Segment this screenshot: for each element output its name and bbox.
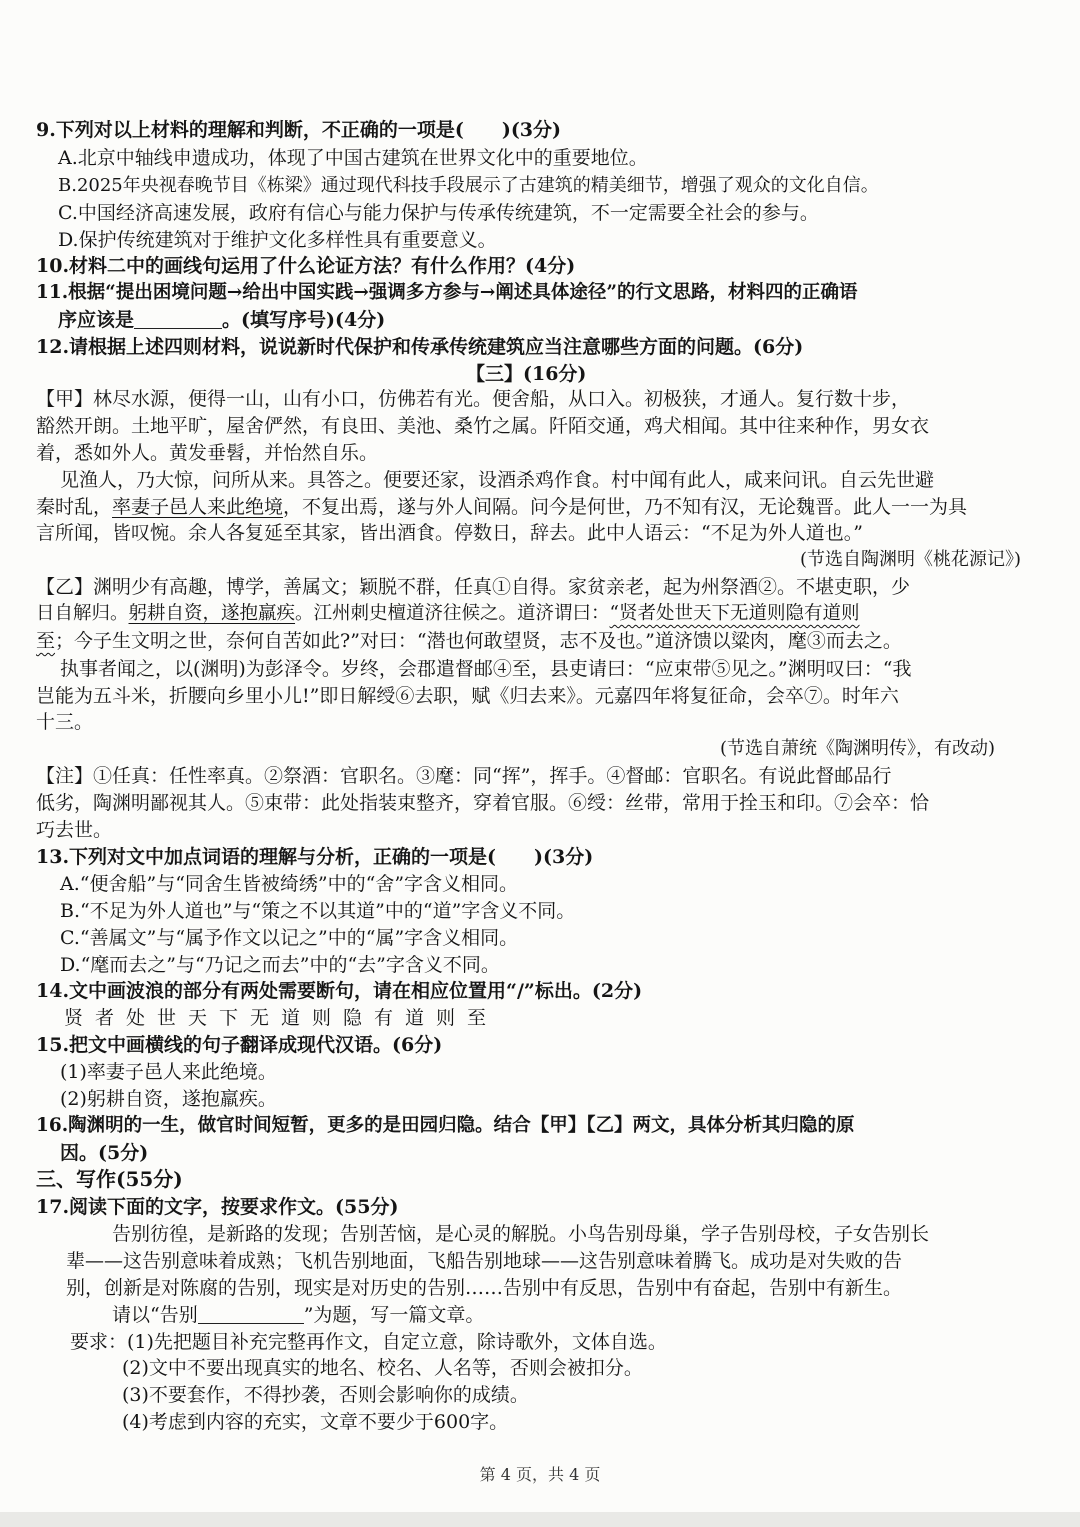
q15-sentence-1: (1)率妻子邑人来此绝境。 <box>60 1061 277 1083</box>
writing-section-title: 三、写作(55分) <box>36 1167 183 1191</box>
q12-stem: 12.请根据上述四则材料，说说新时代保护和传承传统建筑应当注意哪些方面的问题。(6分) <box>36 336 804 358</box>
q11-line2-text-a: 序应该是 <box>58 309 135 331</box>
jia-p1-line2: 豁然开朗。土地平旷，屋舍俨然，有良田、美池、桑竹之属。阡陌交通，鸡犬相闻。其中往来种作，男女衣 <box>36 415 930 437</box>
yi-p2-line3: 十三。 <box>36 711 94 733</box>
q17-prompt-a: 请以“告别 <box>112 1304 198 1326</box>
notes-line3: 巧去世。 <box>36 819 113 841</box>
yi-p2-line2: 岂能为五斗米，折腰向乡里小儿!”即日解绶⑥去职，赋《归去来》。元嘉四年将复征命，会卒⑦。时年六 <box>36 685 899 707</box>
q13-option-b: B.“不足为外人道也”与“策之不以其道”中的“道”字含义不同。 <box>60 900 576 922</box>
q9-option-c: C.中国经济高速发展，政府有信心与能力保护与传承传统建筑，不一定需要全社会的参与。 <box>58 202 819 224</box>
yi-p1-line2-b: 。江州刺史檀道济往候之。道济谓曰： <box>295 603 610 624</box>
q17-requirement-1-text: (1)先把题目补充完整再作文，自定立意，除诗歌外，文体自选。 <box>127 1331 667 1353</box>
q17-stem: 17.阅读下面的文字，按要求作文。(55分) <box>36 1196 399 1218</box>
q13-option-d: D.“麾而去之”与“乃记之而去”中的“去”字含义不同。 <box>60 954 500 976</box>
yi-p1-line3-b: ；今子生文明之世，奈何自苦如此?”对曰：“潜也何敢望贤，志不及也。”道济馈以粱肉，麾③而去之。 <box>55 630 902 652</box>
notes-line1: 【注】①任真：任性率真。②祭酒：官职名。③麾：同“挥”，挥手。④督邮：官职名。有说此督邮品行 <box>36 765 892 787</box>
section-3-title: 【三】(16分) <box>466 363 587 385</box>
q14-stem: 14.文中画波浪的部分有两处需要断句，请在相应位置用“/”标出。(2分) <box>36 980 643 1002</box>
q16-line2: 因。(5分) <box>60 1142 149 1164</box>
yi-p1-line2-a: 日自解归。 <box>36 603 129 624</box>
yi-p1-line3 <box>36 628 902 654</box>
q16-line1: 16.陶渊明的一生，做官时间短暂，更多的是田园归隐。结合【甲】【乙】两文，具体分析其归隐的原 <box>36 1115 855 1136</box>
q17-passage-line2: 辈——这告别意味着成熟；飞机告别地面，飞船告别地球——这告别意味着腾飞。成功是对失败的告 <box>66 1250 903 1272</box>
jia-source: (节选自陶渊明《桃花源记》) <box>800 549 1022 570</box>
q17-passage-line3: 别，创新是对陈腐的告别，现实是对历史的告别……告别中有反思，告别中有奋起，告别中有新生。 <box>66 1277 903 1299</box>
q17-passage-line1: 告别彷徨，是新路的发现；告别苦恼，是心灵的解脱。小鸟告别母巢，学子告别母校，子女告别长 <box>112 1223 930 1245</box>
bottom-edge <box>0 1512 1080 1527</box>
q9-stem: 9.下列对以上材料的理解和判断，不正确的一项是( )(3分) <box>36 119 562 141</box>
jia-underlined-sentence: 率妻子邑人来此绝境 <box>112 496 284 518</box>
q17-requirement-3: (3)不要套作，不得抄袭，否则会影响你的成绩。 <box>122 1384 529 1406</box>
yi-p2-line1: 执事者闻之，以(渊明)为彭泽令。岁终，会郡遣督邮④至，县吏请曰：“应束带⑤见之。”渊明叹曰：“我 <box>60 658 912 680</box>
q17-title-blank[interactable] <box>198 1303 304 1324</box>
jia-p2-line2 <box>36 494 967 520</box>
yi-wavy-text-2: 至 <box>36 630 56 652</box>
jia-p2-line1: 见渔人，乃大惊，问所从来。具答之。便要还家，设酒杀鸡作食。村中闻有此人，咸来问讯。自云先世避 <box>60 469 935 491</box>
notes-line2: 低劣，陶渊明鄙视其人。⑤束带：此处指装束整齐，穿着官服。⑥绶：丝带，常用于拴玉和印。⑦会卒：恰 <box>36 792 930 814</box>
q14-punctuation-text: 贤者处世天下无道则隐有道则至 <box>64 1007 499 1029</box>
yi-p1-line1: 【乙】渊明少有高趣，博学，善属文；颖脱不群，任真①自得。家贫亲老，起为州祭酒②。不堪吏职，少 <box>36 576 911 598</box>
q15-sentence-2: (2)躬耕自资，遂抱羸疾。 <box>60 1088 277 1110</box>
q13-stem: 13.下列对文中加点词语的理解与分析，正确的一项是( )(3分) <box>36 846 594 868</box>
q17-requirement-2: (2)文中不要出现真实的地名、校名、人名等，否则会被扣分。 <box>122 1357 643 1379</box>
q11-answer-blank[interactable] <box>134 308 222 329</box>
yi-source: (节选自萧统《陶渊明传》，有改动) <box>720 738 996 759</box>
q17-requirement-4: (4)考虑到内容的充实，文章不要少于600字。 <box>122 1411 509 1433</box>
q9-option-d: D.保护传统建筑对于维护文化多样性具有重要意义。 <box>58 229 497 251</box>
q10-stem: 10.材料二中的画线句运用了什么论证方法？有什么作用？(4分) <box>36 255 576 277</box>
q11-line2-text-b: 。(填写序号)(4分) <box>222 309 386 331</box>
jia-p2-line2-b: ，不复出焉，遂与外人间隔。问今是何世，乃不知有汉，无论魏晋。此人一一为具 <box>283 496 968 518</box>
jia-p2-line2-a: 秦时乱， <box>36 496 113 518</box>
q9-option-b: B.2025年央视春晚节目《栋梁》通过现代科技手段展示了古建筑的精美细节，增强了观众的文化自信。 <box>58 175 879 196</box>
q11-line2 <box>58 307 385 333</box>
q17-prompt-b: ”为题，写一篇文章。 <box>303 1304 485 1326</box>
jia-p1-line1: 【甲】林尽水源，便得一山，山有小口，仿佛若有光。便舍船，从口入。初极狭，才通人。复行数十步， <box>36 388 911 410</box>
q9-option-a: A.北京中轴线申遗成功，体现了中国古建筑在世界文化中的重要地位。 <box>58 147 648 169</box>
q17-requirement-1 <box>70 1329 667 1355</box>
jia-p1-line3: 着，悉如外人。黄发垂髫，并怡然自乐。 <box>36 442 379 464</box>
q17-prompt <box>112 1302 484 1328</box>
q17-requirement-label: 要求： <box>70 1331 128 1353</box>
yi-wavy-text-1: “贤者处世天下无道则隐有道则 <box>609 603 860 624</box>
q11-line1: 11.根据“提出困境问题→给出中国实践→强调多方参与→阐述具体途径”的行文思路，材料四的正确语 <box>36 282 858 303</box>
q13-option-c: C.“善属文”与“属予作文以记之”中的“属”字含义相同。 <box>60 927 519 949</box>
yi-p1-line2 <box>36 601 860 627</box>
page-footer: 第 4 页，共 4 页 <box>479 1465 601 1484</box>
yi-underlined-sentence: 躬耕自资，遂抱羸疾 <box>128 603 296 624</box>
q13-option-a: A.“便舍船”与“同舍生皆被绮绣”中的“舍”字含义相同。 <box>60 873 519 895</box>
q15-stem: 15.把文中画横线的句子翻译成现代汉语。(6分) <box>36 1034 443 1056</box>
jia-p2-line3: 言所闻，皆叹惋。余人各复延至其家，皆出酒食。停数日，辞去。此中人语云：“不足为外人道也。” <box>36 522 863 544</box>
